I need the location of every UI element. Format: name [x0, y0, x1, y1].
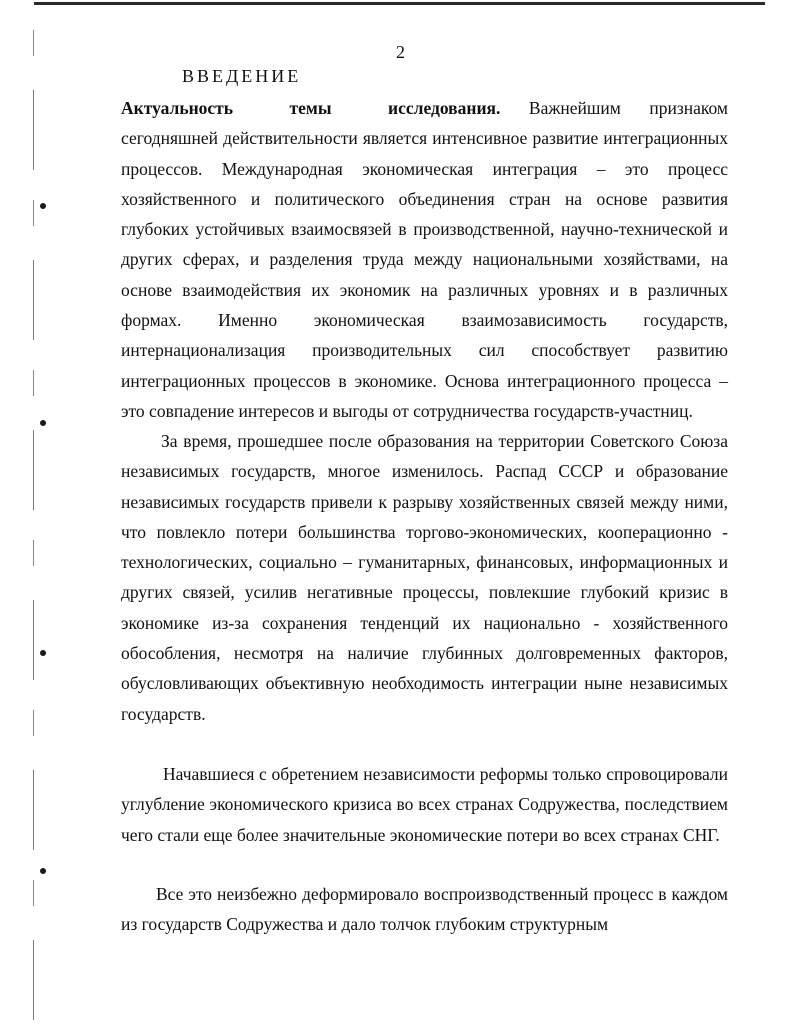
relevance-body: Важнейшим признаком сегодняшней действительности является интенсивное развитие интеграционных процессов. Международная экономическая интеграция – это процесс хозяйственного и политического объединения стран на основе развития глубоких устойчивых взаимосвязей в производственной, научно-технической и других сферах, и разделения труда между национальными хозяйствами, на основе взаимодействия их экономик на различных уровнях и в различных формах. Именно экономическая взаимозависимость государств, интернационализация производительных сил способствует развитию интеграционных процессов в экономике. Основа интеграционного процесса – это совпадение интересов и выгоды от сотрудничества государств-участниц.	[121, 98, 728, 421]
binding-hole-mark	[40, 650, 46, 656]
page-number: 2	[396, 42, 405, 62]
section-heading: ВВЕДЕНИЕ	[182, 66, 302, 86]
binding-hole-mark	[40, 420, 46, 426]
paragraph-ussr-collapse: За время, прошедшее после образования на территории Советского Союза независимых государств, многое изменилось. Распад СССР и образование независимых государств привели к разрыву хозяйственных связей между ними, что повлекло потери большинства торгово-экономических, кооперационно - технологических, социально – гуманитарных, финансовых, информационных и других связей, усилив негативные процессы, повлекшие глубокий кризис в экономике из-за сохранения тенденций их национально - хозяйственного обособления, несмотря на наличие глубинных долговременных факторов, обусловливающих объективную необходимость интеграции ныне независимых государств.	[121, 431, 728, 724]
scan-top-border	[34, 2, 765, 5]
relevance-lead: Актуальность темы исследования.	[121, 98, 501, 118]
binding-hole-mark	[40, 203, 46, 209]
scan-left-margin-line	[33, 30, 34, 1030]
paragraph-relevance	[121, 93, 728, 426]
binding-hole-mark	[40, 868, 46, 874]
paragraph-deformation: Все это неизбежно деформировало воспроизводственный процесс в каждом из государств Содружества и дало толчок глубоким структурным	[121, 884, 728, 935]
paragraph-reforms: Начавшиеся с обретением независимости реформы только спровоцировали углубление экономического кризиса во всех странах Содружества, последствием чего стали еще более значительные экономические потери во всех странах СНГ.	[121, 764, 728, 845]
